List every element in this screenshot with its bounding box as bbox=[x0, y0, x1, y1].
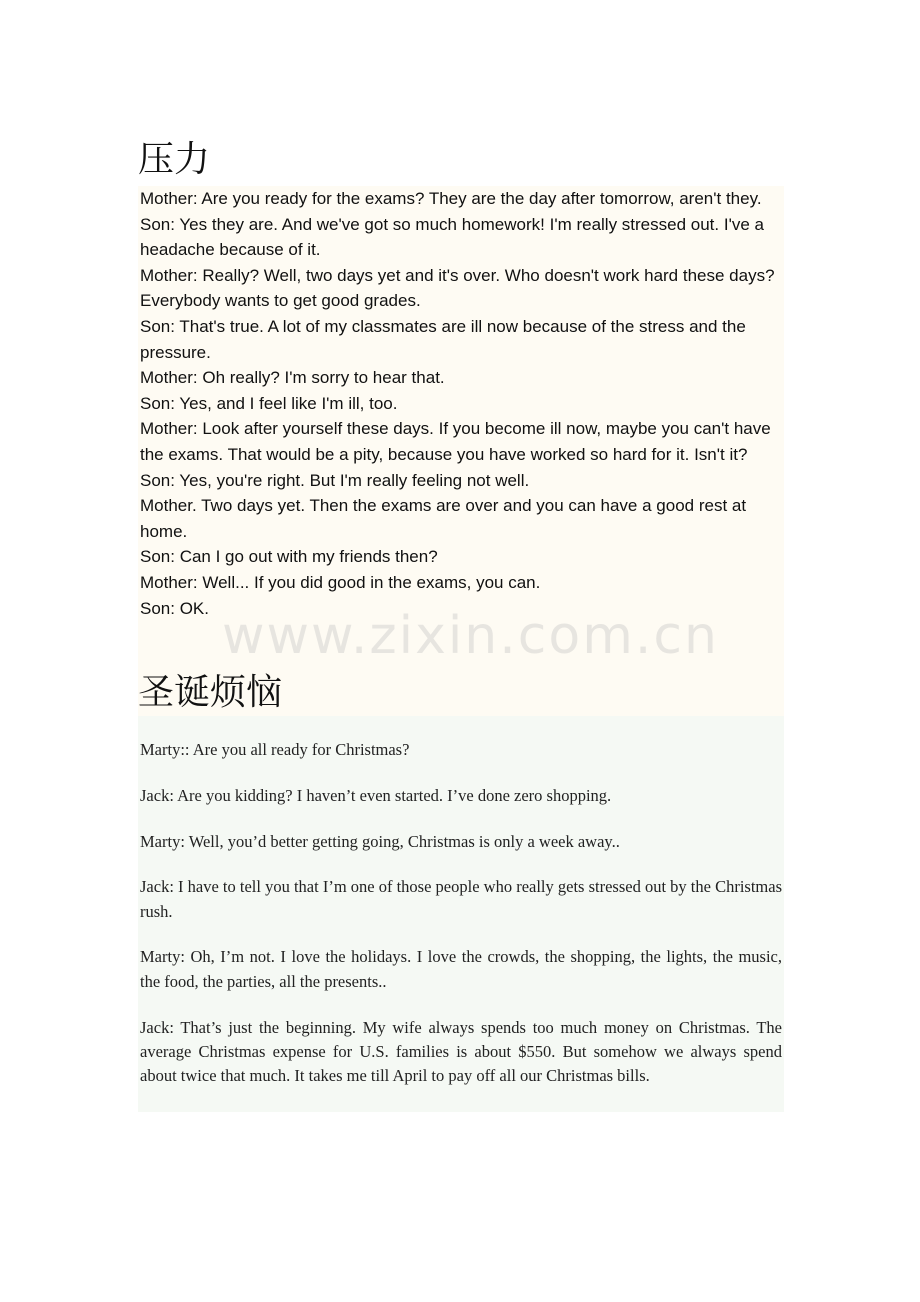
watermark: www.zixin.com.cn bbox=[222, 606, 719, 666]
dialogue-line: Mother: Well... If you did good in the exams, you can. bbox=[140, 572, 541, 592]
dialogue-line: Son: Yes, and I feel like I'm ill, too. bbox=[140, 393, 398, 413]
dialogue-paragraph: Marty: Oh, I’m not. I love the holidays. I love the crowds, the shopping, the lights, the music, the food, the parties, all the presents.. bbox=[140, 947, 782, 991]
dialogue-line: Son: Yes, you're right. But I'm really feeling not well. bbox=[140, 470, 530, 490]
dialogue-line: Son: Can I go out with my friends then? bbox=[140, 547, 438, 567]
dialogue-line: Son: That's true. A lot of my classmates are ill now because of the stress and the pressure. bbox=[140, 316, 746, 362]
dialogue-paragraph: Marty:: Are you all ready for Christmas? bbox=[140, 740, 410, 759]
dialogue-line: Son: OK. bbox=[140, 598, 209, 618]
dialogue-paragraph: Jack: Are you kidding? I haven’t even started. I’ve done zero shopping. bbox=[140, 785, 612, 805]
dialogue-line: Mother: Are you ready for the exams? They are the day after tomorrow, aren't they. bbox=[140, 189, 762, 208]
dialogue-paragraph: Jack: I have to tell you that I’m one of those people who really gets stressed out by the Christmas rush. bbox=[140, 877, 782, 921]
dialogue-block-christmas bbox=[138, 716, 784, 1112]
dialogue-line: Mother. Two days yet. Then the exams are over and you can have a good rest at home. bbox=[140, 496, 747, 541]
dialogue-paragraph: Jack: That’s just the beginning. My wife always spends too much money on Christmas. The average Christmas expense for U.S. families is about $550. But somehow we always spend about twice that much. It takes me till April to pay off all our Christmas bills. bbox=[140, 1017, 782, 1086]
dialogue-paragraph: Marty: Well, you’d better getting going, Christmas is only a week away.. bbox=[140, 831, 620, 851]
dialogue-line: Mother: Look after yourself these days. If you become ill now, maybe you can't have the exams. That would be a pity, because you have worked so hard for it. Isn't it? bbox=[140, 419, 771, 464]
dialogue-block-pressure bbox=[138, 186, 784, 716]
section-title-christmas: 圣诞烦恼 bbox=[138, 672, 283, 713]
dialogue-line: Mother: Oh really? I'm sorry to hear that. bbox=[140, 368, 445, 388]
section-title-pressure: 压力 bbox=[138, 139, 211, 180]
dialogue-line: Son: Yes they are. And we've got so much homework! I'm really stressed out. I've a headache because of it. bbox=[140, 214, 764, 260]
dialogue-line: Mother: Really? Well, two days yet and it's over. Who doesn't work hard these days? Everybody wants to get good grades. bbox=[140, 265, 775, 311]
